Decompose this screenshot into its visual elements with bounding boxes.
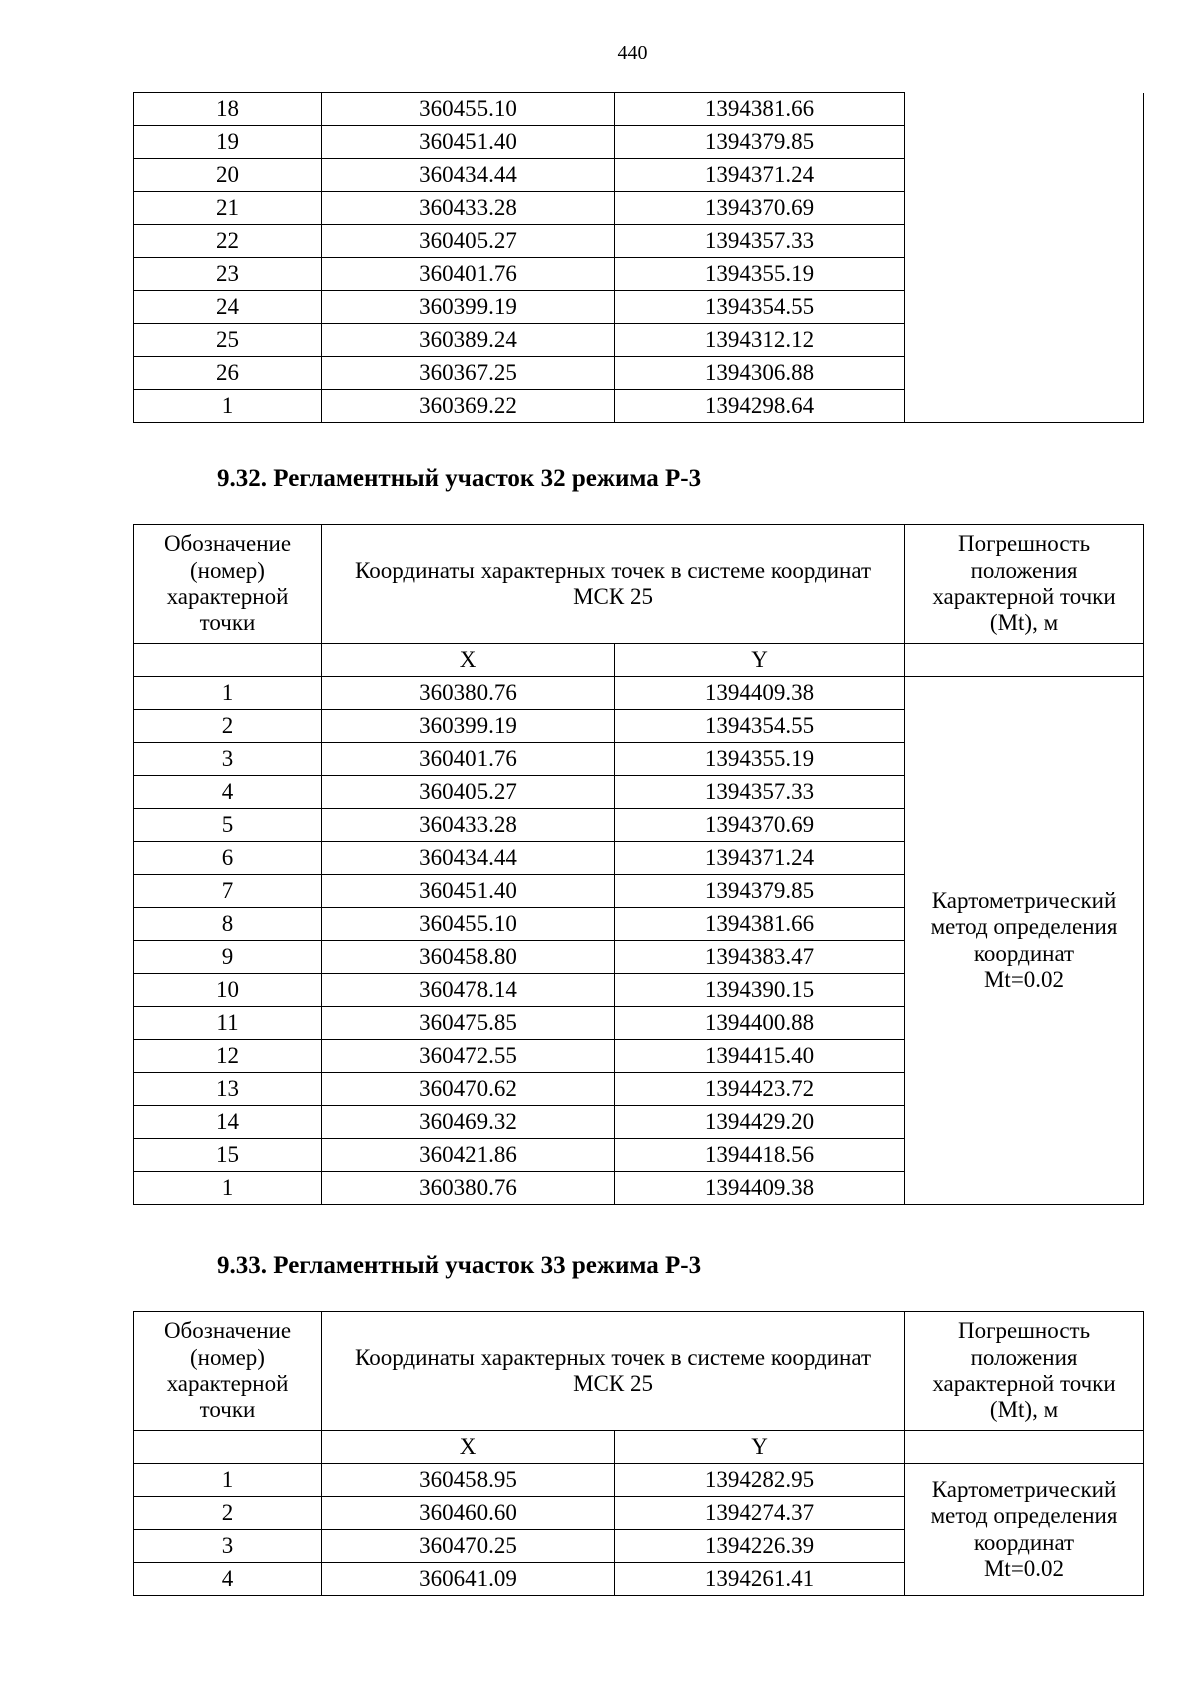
y-coordinate-cell: 1394354.55: [615, 291, 905, 324]
subheader-empty: [134, 1431, 322, 1464]
y-coordinate-cell: 1394370.69: [615, 192, 905, 225]
x-coordinate-cell: 360641.09: [322, 1563, 615, 1596]
point-number-cell: 23: [134, 258, 322, 291]
point-number-cell: 26: [134, 357, 322, 390]
y-coordinate-cell: 1394418.56: [615, 1139, 905, 1172]
y-coordinate-cell: 1394381.66: [615, 93, 905, 126]
header-line: положения: [970, 557, 1078, 583]
point-number-cell: 1: [134, 1172, 322, 1205]
y-coordinate-cell: 1394282.95: [615, 1464, 905, 1497]
y-coordinate-cell: 1394226.39: [615, 1530, 905, 1563]
y-coordinate-cell: 1394274.37: [615, 1497, 905, 1530]
header-coordinates: [322, 1312, 905, 1431]
y-coordinate-cell: 1394415.40: [615, 1040, 905, 1073]
x-coordinate-cell: 360434.44: [322, 159, 615, 192]
x-coordinate-cell: 360469.32: [322, 1106, 615, 1139]
point-number-cell: 2: [134, 710, 322, 743]
header-line: характерной: [166, 584, 289, 609]
x-coordinate-cell: 360455.10: [322, 908, 615, 941]
method-line: Mt=0.02: [983, 1555, 1065, 1581]
x-coordinate-cell: 360455.10: [322, 93, 615, 126]
x-coordinate-cell: 360369.22: [322, 390, 615, 423]
table-header-row: [134, 525, 1144, 644]
header-line: Погрешность: [957, 531, 1091, 557]
y-coordinate-cell: 1394355.19: [615, 743, 905, 776]
header-line: точки: [199, 1397, 256, 1423]
header-error: [905, 1312, 1144, 1431]
header-line: (номер): [190, 1344, 265, 1370]
x-coordinate-cell: 360472.55: [322, 1040, 615, 1073]
point-number-cell: 15: [134, 1139, 322, 1172]
y-coordinate-cell: 1394357.33: [615, 225, 905, 258]
subheader-y: Y: [615, 1431, 905, 1464]
x-coordinate-cell: 360451.40: [322, 875, 615, 908]
table-row: [134, 677, 1144, 710]
header-error: [905, 525, 1144, 644]
point-number-cell: 10: [134, 974, 322, 1007]
x-coordinate-cell: 360405.27: [322, 776, 615, 809]
x-coordinate-cell: 360475.85: [322, 1007, 615, 1040]
table-body: [134, 525, 1144, 1205]
header-line: МСК 25: [573, 1371, 653, 1396]
point-number-cell: 14: [134, 1106, 322, 1139]
table-row: [134, 1464, 1144, 1497]
point-number-cell: 5: [134, 809, 322, 842]
method-line: координат: [973, 940, 1075, 966]
y-coordinate-cell: 1394371.24: [615, 842, 905, 875]
header-designation: [134, 525, 322, 644]
subheader-x: X: [322, 644, 615, 677]
section-heading: 9.33. Регламентный участок 33 режима Р-3: [217, 1252, 702, 1279]
table-row: [134, 93, 1144, 126]
x-coordinate-cell: 360399.19: [322, 291, 615, 324]
x-coordinate-cell: 360401.76: [322, 743, 615, 776]
y-coordinate-cell: 1394298.64: [615, 390, 905, 423]
x-coordinate-cell: 360389.24: [322, 324, 615, 357]
point-number-cell: 18: [134, 93, 322, 126]
point-number-cell: 9: [134, 941, 322, 974]
x-coordinate-cell: 360433.28: [322, 192, 615, 225]
y-coordinate-cell: 1394423.72: [615, 1073, 905, 1106]
header-line: (Mt), м: [989, 1397, 1059, 1423]
header-line: характерной точки: [932, 1371, 1116, 1396]
point-number-cell: 11: [134, 1007, 322, 1040]
x-coordinate-cell: 360433.28: [322, 809, 615, 842]
point-number-cell: 4: [134, 1563, 322, 1596]
header-designation: [134, 1312, 322, 1431]
header-line: точки: [199, 610, 256, 636]
y-coordinate-cell: 1394381.66: [615, 908, 905, 941]
coordinates-table-continued: [133, 92, 1144, 423]
table-subheader-row: [134, 644, 1144, 677]
coordinates-table-section-33: [133, 1311, 1144, 1596]
x-coordinate-cell: 360470.25: [322, 1530, 615, 1563]
section-heading: 9.32. Регламентный участок 32 режима Р-3: [217, 465, 702, 492]
point-number-cell: 21: [134, 192, 322, 225]
y-coordinate-cell: 1394354.55: [615, 710, 905, 743]
y-coordinate-cell: 1394429.20: [615, 1106, 905, 1139]
x-coordinate-cell: 360458.95: [322, 1464, 615, 1497]
point-number-cell: 24: [134, 291, 322, 324]
table-header-row: [134, 1312, 1144, 1431]
point-number-cell: 20: [134, 159, 322, 192]
y-coordinate-cell: 1394409.38: [615, 1172, 905, 1205]
point-number-cell: 19: [134, 126, 322, 159]
x-coordinate-cell: 360401.76: [322, 258, 615, 291]
header-line: Координаты характерных точек в системе координат: [355, 1344, 871, 1370]
point-number-cell: 25: [134, 324, 322, 357]
point-number-cell: 12: [134, 1040, 322, 1073]
y-coordinate-cell: 1394312.12: [615, 324, 905, 357]
header-line: МСК 25: [573, 584, 653, 609]
y-coordinate-cell: 1394355.19: [615, 258, 905, 291]
y-coordinate-cell: 1394261.41: [615, 1563, 905, 1596]
method-line: метод определения: [930, 914, 1118, 940]
y-coordinate-cell: 1394400.88: [615, 1007, 905, 1040]
x-coordinate-cell: 360421.86: [322, 1139, 615, 1172]
x-coordinate-cell: 360451.40: [322, 126, 615, 159]
x-coordinate-cell: 360380.76: [322, 677, 615, 710]
page-number: 440: [617, 42, 648, 64]
point-number-cell: 2: [134, 1497, 322, 1530]
method-line: Mt=0.02: [983, 966, 1065, 992]
subheader-x: X: [322, 1431, 615, 1464]
point-number-cell: 6: [134, 842, 322, 875]
x-coordinate-cell: 360405.27: [322, 225, 615, 258]
subheader-empty: [905, 644, 1144, 677]
x-coordinate-cell: 360380.76: [322, 1172, 615, 1205]
point-number-cell: 1: [134, 677, 322, 710]
x-coordinate-cell: 360399.19: [322, 710, 615, 743]
y-coordinate-cell: 1394370.69: [615, 809, 905, 842]
x-coordinate-cell: 360470.62: [322, 1073, 615, 1106]
point-number-cell: 3: [134, 1530, 322, 1563]
header-line: Обозначение: [163, 1318, 292, 1344]
x-coordinate-cell: 360460.60: [322, 1497, 615, 1530]
point-number-cell: 22: [134, 225, 322, 258]
x-coordinate-cell: 360434.44: [322, 842, 615, 875]
header-line: характерной точки: [932, 584, 1116, 609]
header-line: (номер): [190, 557, 265, 583]
point-number-cell: 13: [134, 1073, 322, 1106]
y-coordinate-cell: 1394371.24: [615, 159, 905, 192]
error-cell-empty: [905, 93, 1144, 423]
x-coordinate-cell: 360478.14: [322, 974, 615, 1007]
header-line: (Mt), м: [989, 610, 1059, 636]
header-coordinates: [322, 525, 905, 644]
y-coordinate-cell: 1394379.85: [615, 126, 905, 159]
header-line: положения: [970, 1344, 1078, 1370]
table-subheader-row: [134, 1431, 1144, 1464]
header-line: характерной: [166, 1371, 289, 1396]
x-coordinate-cell: 360367.25: [322, 357, 615, 390]
method-line: Картометрический: [931, 887, 1117, 913]
y-coordinate-cell: 1394306.88: [615, 357, 905, 390]
table-body: [134, 93, 1144, 423]
point-number-cell: 8: [134, 908, 322, 941]
method-line: метод определения: [930, 1503, 1118, 1529]
y-coordinate-cell: 1394409.38: [615, 677, 905, 710]
error-method-cell: [905, 1464, 1144, 1596]
y-coordinate-cell: 1394390.15: [615, 974, 905, 1007]
y-coordinate-cell: 1394379.85: [615, 875, 905, 908]
point-number-cell: 3: [134, 743, 322, 776]
x-coordinate-cell: 360458.80: [322, 941, 615, 974]
method-line: Картометрический: [931, 1476, 1117, 1502]
error-method-cell: [905, 677, 1144, 1205]
y-coordinate-cell: 1394383.47: [615, 941, 905, 974]
y-coordinate-cell: 1394357.33: [615, 776, 905, 809]
point-number-cell: 1: [134, 390, 322, 423]
header-line: Координаты характерных точек в системе координат: [355, 557, 871, 583]
method-line: координат: [973, 1529, 1075, 1555]
subheader-empty: [134, 644, 322, 677]
subheader-y: Y: [615, 644, 905, 677]
table-body: [134, 1312, 1144, 1596]
subheader-empty: [905, 1431, 1144, 1464]
point-number-cell: 4: [134, 776, 322, 809]
coordinates-table-section-32: [133, 524, 1144, 1205]
point-number-cell: 1: [134, 1464, 322, 1497]
header-line: Погрешность: [957, 1318, 1091, 1344]
point-number-cell: 7: [134, 875, 322, 908]
header-line: Обозначение: [163, 531, 292, 557]
